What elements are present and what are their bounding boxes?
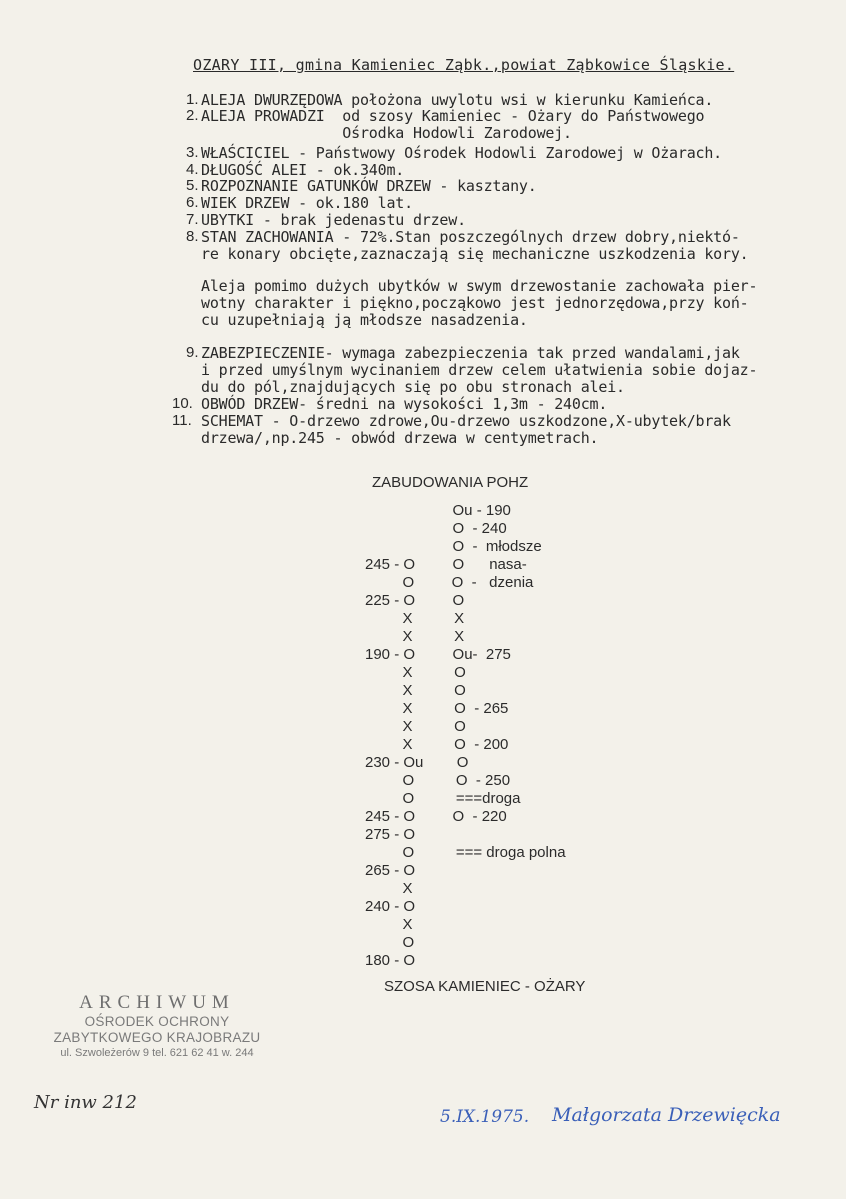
schema-bottom-label: SZOSA KAMIENIEC - OŻARY <box>384 978 586 995</box>
item-text-line: ZABEZPIECZENIE- wymaga zabezpieczenia tak przed wandalami,jak <box>201 344 740 362</box>
schema-line: O === droga polna <box>365 844 566 861</box>
item-number: 4. <box>186 161 199 178</box>
paragraph-line: Aleja pomimo dużych ubytków w swym drzewostanie zachowała pier- <box>201 277 758 295</box>
item-text-line: ALEJA DWURZĘDOWA położona uwylotu wsi w kierunku Kamieńca. <box>201 91 714 109</box>
stamp-line-3: ZABYTKOWEGO KRAJOBRAZU <box>53 1030 261 1045</box>
schema-line: O - 240 <box>365 520 507 537</box>
handwritten-date: 5.IX.1975. <box>440 1107 530 1127</box>
archive-stamp <box>52 992 262 1060</box>
schema-line: X <box>365 916 413 933</box>
schema-line: 230 - Ou O <box>365 754 469 771</box>
item-text-line: i przed umyślnym wycinaniem drzew celem ułatwienia sobie dojaz- <box>201 361 758 379</box>
schema-line: X X <box>365 628 465 645</box>
schema-line: 180 - O <box>365 952 416 969</box>
item-text-line: WIEK DRZEW - ok.180 lat. <box>201 194 413 212</box>
item-number: 1. <box>186 91 199 108</box>
stamp-line-2: OŚRODEK OCHRONY <box>84 1014 230 1029</box>
schema-line: X O - 265 <box>365 700 509 717</box>
item-number: 5. <box>186 177 199 194</box>
schema-line: Ou - 190 <box>365 502 511 519</box>
item-text-line: DŁUGOŚĆ ALEI - ok.340m. <box>201 161 405 179</box>
schema-line: 245 - O O nasa- <box>365 556 527 573</box>
schema-line: X <box>365 880 413 897</box>
item-text-line: du do pól,znajdujących się po obu stronach alei. <box>201 378 625 396</box>
stamp-address: ul. Szwoleżerów 9 tel. 621 62 41 w. 244 <box>60 1047 254 1059</box>
item-text-line: STAN ZACHOWANIA - 72%.Stan poszczególnych drzew dobry,niektó- <box>201 228 740 246</box>
schema-line: 265 - O <box>365 862 416 879</box>
schema-line: 240 - O <box>365 898 416 915</box>
item-text-line: re konary obcięte,zaznaczają się mechaniczne uszkodzenia kory. <box>201 245 749 263</box>
inventory-number: Nr inw 212 <box>34 1092 137 1113</box>
schema-line: O ===droga <box>365 790 521 807</box>
paragraph-line: cu uzupełniają ją młodsze nasadzenia. <box>201 311 528 329</box>
item-number: 6. <box>186 194 199 211</box>
schema-line: O <box>365 934 415 951</box>
item-number: 11. <box>172 412 192 429</box>
item-text-line: UBYTKI - brak jedenastu drzew. <box>201 211 466 229</box>
item-number: 10. <box>172 395 193 412</box>
paragraph-line: wotny charakter i piękno,począkowo jest jednorzędowa,przy koń- <box>201 294 749 312</box>
item-text-line: WŁAŚCICIEL - Państwowy Ośrodek Hodowli Zarodowej w Ożarach. <box>201 144 723 162</box>
schema-line: 245 - O O - 220 <box>365 808 507 825</box>
item-text-line: ROZPOZNANIE GATUNKÓW DRZEW - kasztany. <box>201 177 537 195</box>
schema-line: O - młodsze <box>365 538 542 555</box>
item-number: 2. <box>186 107 199 124</box>
item-text-line: ALEJA PROWADZI od szosy Kamieniec - Ożary do Państwowego <box>201 107 705 125</box>
document-header: OZARY III, gmina Kamieniec Ząbk.,powiat Ząbkowice Śląskie. <box>193 56 735 74</box>
stamp-title: ARCHIWUM <box>79 992 235 1013</box>
item-number: 8. <box>186 228 199 245</box>
schema-line: X O <box>365 682 466 699</box>
schema-line: 225 - O O <box>365 592 465 609</box>
schema-line: X X <box>365 610 465 627</box>
schema-line: 275 - O <box>365 826 416 843</box>
schema-line: X O <box>365 718 466 735</box>
item-text-line: SCHEMAT - O-drzewo zdrowe,Ou-drzewo uszkodzone,X-ubytek/brak <box>201 412 731 430</box>
schema-line: O O - 250 <box>365 772 511 789</box>
signature: Małgorzata Drzewięcka <box>552 1104 781 1126</box>
item-number: 7. <box>186 211 199 228</box>
item-text-line: OBWÓD DRZEW- średni na wysokości 1,3m - 240cm. <box>201 395 608 413</box>
schema-top-label: ZABUDOWANIA POHZ <box>372 474 529 491</box>
schema-line: O O - dzenia <box>365 574 534 591</box>
schema-line: 190 - O Ou- 275 <box>365 646 511 663</box>
schema-line: X O <box>365 664 466 681</box>
item-number: 9. <box>186 344 199 361</box>
item-text-line: drzewa/,np.245 - obwód drzewa w centymetrach. <box>201 429 599 447</box>
item-text-line: Ośrodka Hodowli Zarodowej. <box>201 124 572 142</box>
schema-line: X O - 200 <box>365 736 509 753</box>
item-number: 3. <box>186 144 199 161</box>
